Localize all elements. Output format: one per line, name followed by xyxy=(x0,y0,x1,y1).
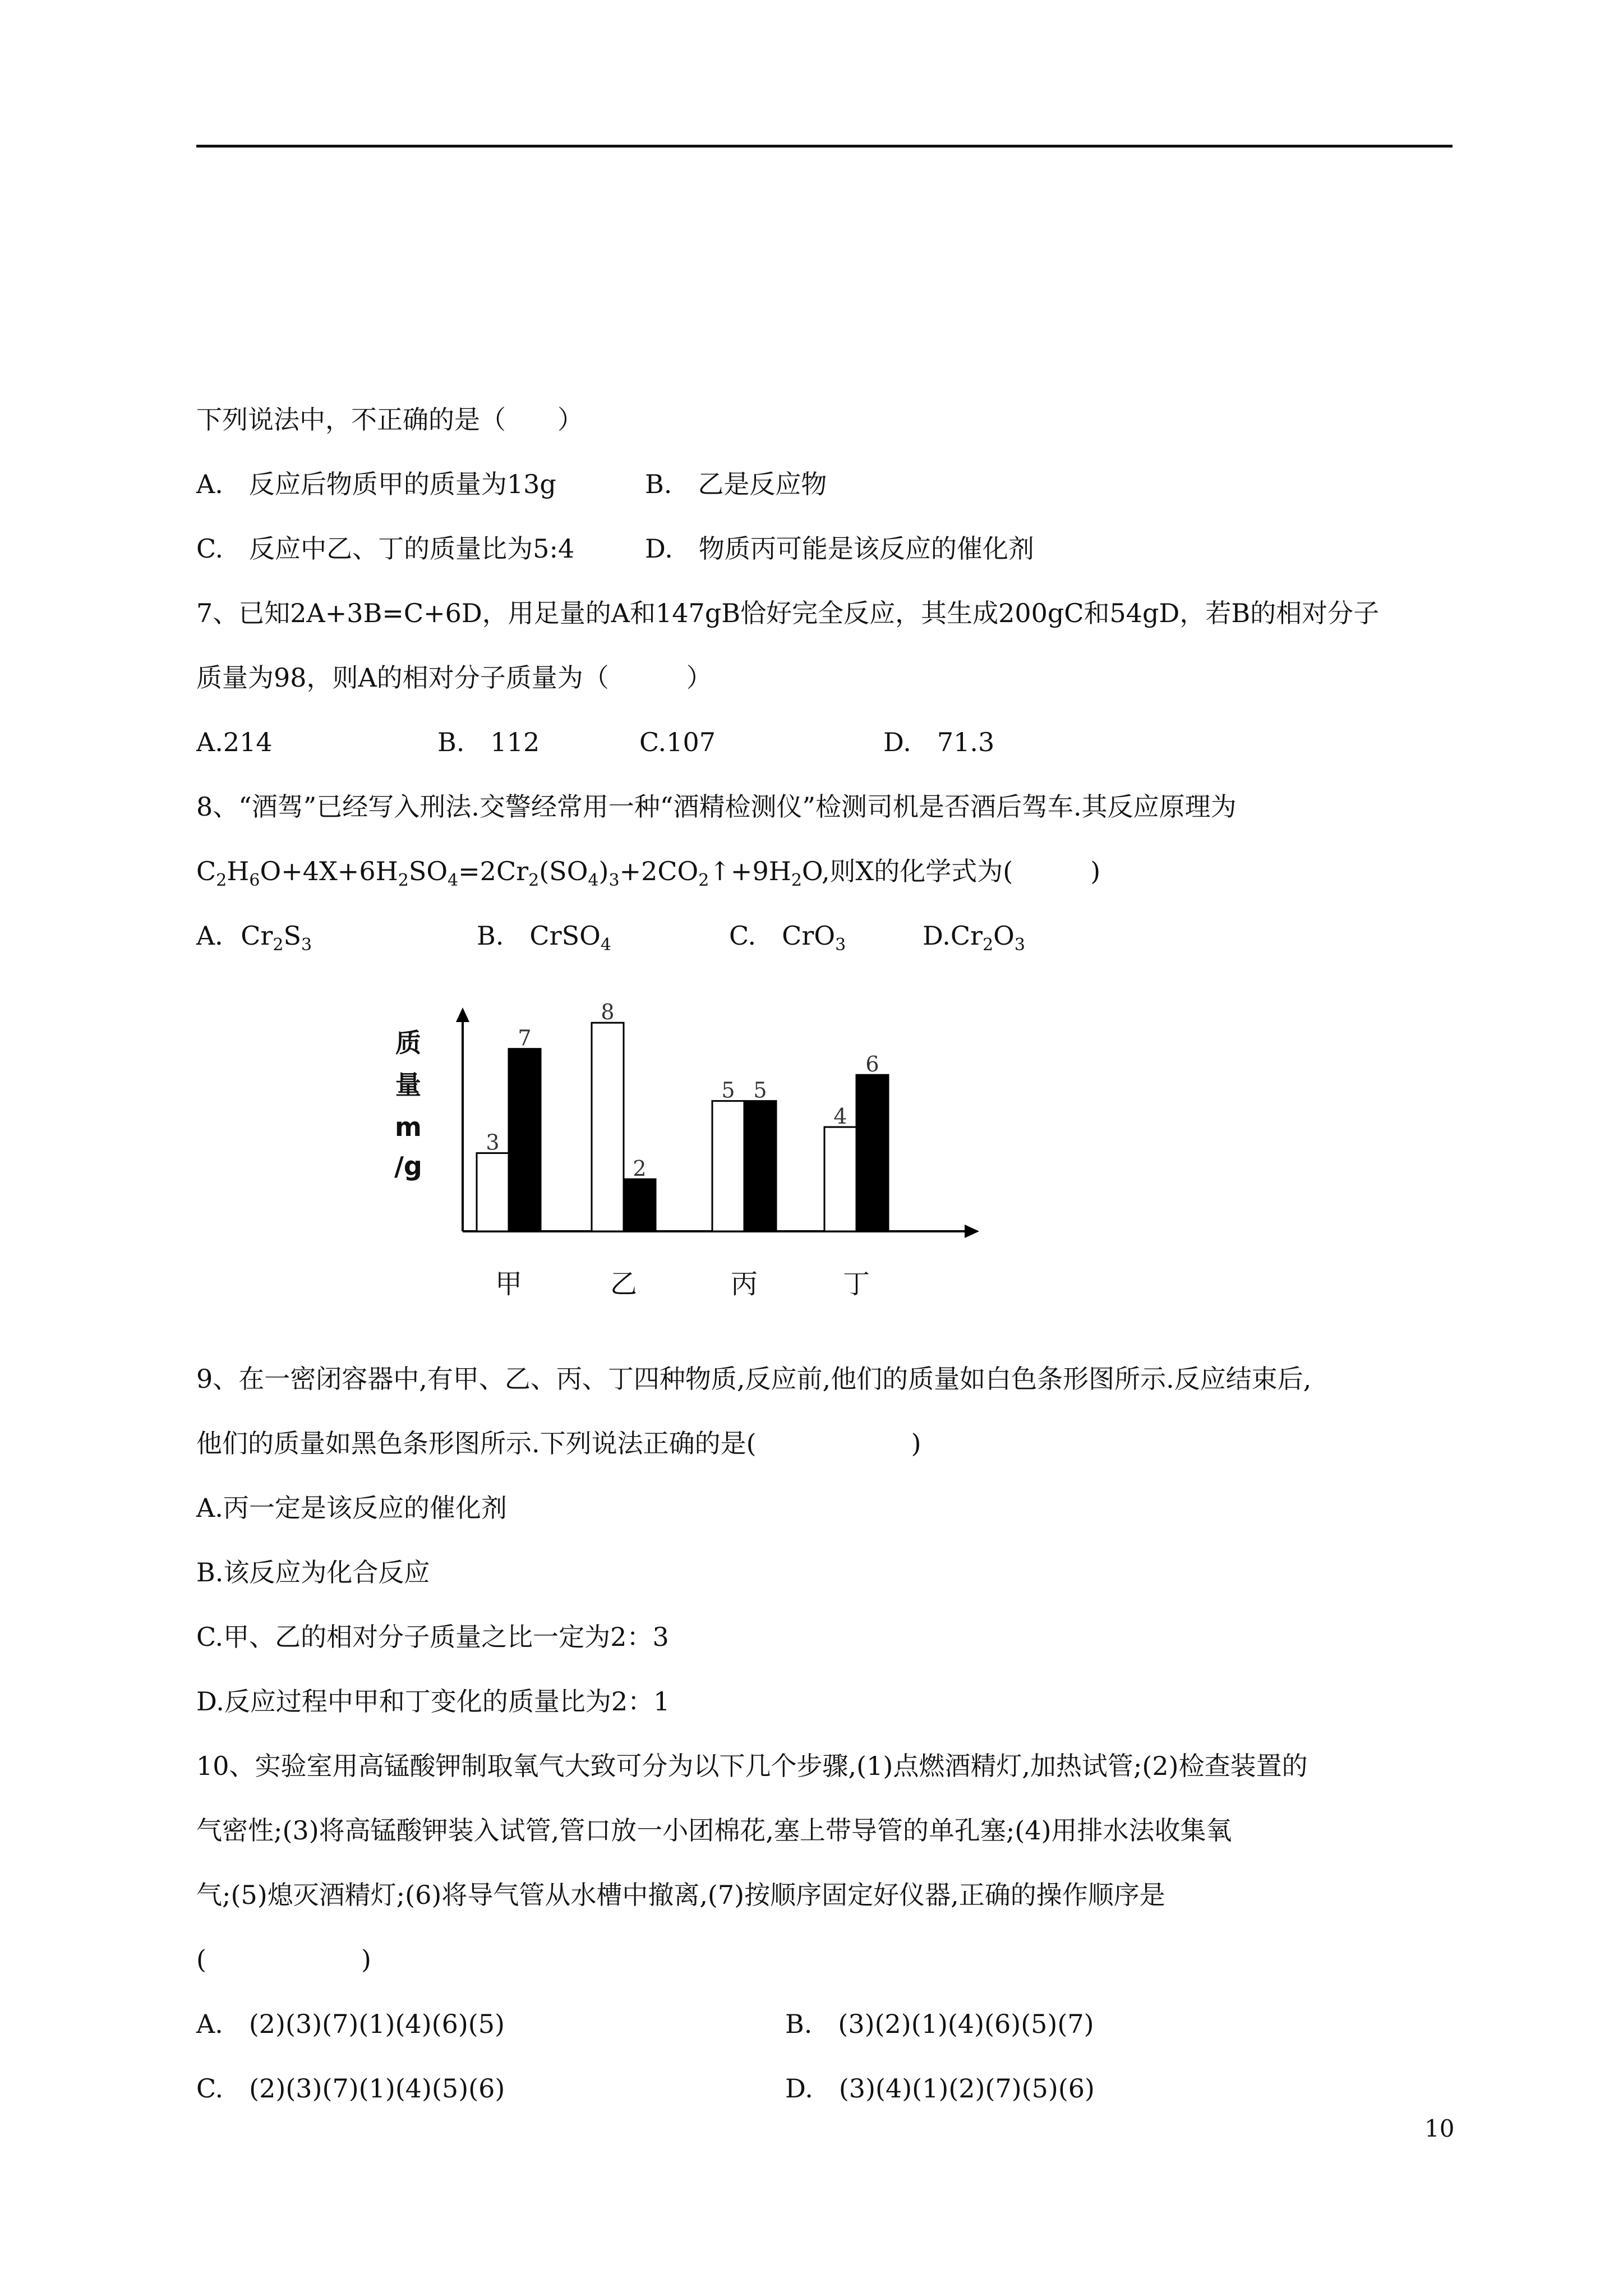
q6-option-a: A. 反应后物质甲的质量为13g xyxy=(196,469,556,499)
chart-bars xyxy=(477,1023,888,1231)
q10-line3: 气;(5)熄灭酒精灯;(6)将导气管从水槽中撤离,(7)按顺序固定好仪器,正确的操作顺序是 xyxy=(196,1880,1165,1910)
q8-equation: $C_2H_6O+4X+6H_2SO_4=2Cr_2(SO_4)_3+2CO_2↑+9H_2O$,则X的化学式为( ) xyxy=(196,856,1101,890)
chart-categories xyxy=(495,1268,870,1300)
q10-line1: 10、实验室用高锰酸钾制取氧气大致可分为以下几个步骤,(1)点燃酒精灯,加热试管;(2)检查装置的 xyxy=(196,1751,1308,1781)
q10-option-b: B. (3)(2)(1)(4)(6)(5)(7) xyxy=(785,2009,1094,2039)
q10-line4: ( ) xyxy=(196,1944,371,1975)
q6-option-b: B. 乙是反应物 xyxy=(645,469,827,499)
page-number: 10 xyxy=(1424,2115,1455,2142)
mass-bar-chart xyxy=(393,987,1009,1324)
q7-option-b: B. 112 xyxy=(437,727,540,757)
header-rule xyxy=(196,145,1453,148)
category-label: 丙 xyxy=(730,1268,758,1300)
bar-value-label: 3 xyxy=(486,1130,500,1155)
y-label-char: /g xyxy=(394,1151,422,1181)
bar-after-丙 xyxy=(744,1101,776,1231)
q6-stem: 下列说法中，不正确的是（ ） xyxy=(196,404,583,435)
bar-value-label: 6 xyxy=(865,1052,879,1077)
chart-bar-labels xyxy=(486,1000,879,1181)
q10-line2: 气密性;(3)将高锰酸钾装入试管,管口放一小团棉花,塞上带导管的单孔塞;(4)用排水法收集氧 xyxy=(196,1815,1232,1846)
x-axis-arrow xyxy=(965,1225,979,1238)
q10-option-d: D. (3)(4)(1)(2)(7)(5)(6) xyxy=(785,2073,1095,2104)
bar-after-乙 xyxy=(624,1179,656,1231)
bar-after-丁 xyxy=(856,1075,888,1231)
q6-option-c: C. 反应中乙、丁的质量比为5:4 xyxy=(196,533,575,564)
bar-value-label: 4 xyxy=(833,1104,847,1129)
bar-before-甲 xyxy=(477,1153,509,1231)
q6-option-d: D. 物质丙可能是该反应的催化剂 xyxy=(645,533,1034,564)
q10-option-c: C. (2)(3)(7)(1)(4)(5)(6) xyxy=(196,2073,505,2104)
bar-value-label: 7 xyxy=(518,1025,532,1051)
category-label: 丁 xyxy=(842,1268,870,1300)
y-label-char: 量 xyxy=(395,1070,421,1100)
q8-option-c: C. CrO$_3$ xyxy=(729,921,846,955)
q8-line1: 8、“酒驾”已经写入刑法.交警经常用一种“酒精检测仪”检测司机是否酒后驾车.其反应原理为 xyxy=(196,792,1237,822)
y-label-char: 质 xyxy=(395,1028,421,1058)
q8-option-d: $D.Cr_2O_3$ xyxy=(923,921,1025,955)
bar-after-甲 xyxy=(509,1049,541,1231)
bar-value-label: 8 xyxy=(601,1000,615,1025)
bar-value-label: 5 xyxy=(721,1078,735,1103)
q10-option-a: A. (2)(3)(7)(1)(4)(6)(5) xyxy=(196,2009,505,2039)
q7-option-a: A.214 xyxy=(196,727,273,757)
y-label-char: m xyxy=(395,1112,422,1142)
q7-option-d: D. 71.3 xyxy=(883,727,995,757)
q7-line2: 质量为98，则A的相对分子质量为（ ） xyxy=(196,662,712,693)
bar-value-label: 2 xyxy=(633,1156,647,1181)
category-label: 乙 xyxy=(610,1268,638,1300)
q9-option-b: B.该反应为化合反应 xyxy=(196,1557,430,1588)
category-label: 甲 xyxy=(495,1268,523,1300)
chart-y-label xyxy=(394,1028,422,1181)
q7-line1: 7、已知2A+3B=C+6D，用足量的A和147gB恰好完全反应，其生成200gC和54gD，若B的相对分子 xyxy=(196,598,1380,628)
bar-before-丙 xyxy=(712,1101,744,1231)
q9-option-a: A.丙一定是该反应的催化剂 xyxy=(196,1493,507,1523)
bar-before-乙 xyxy=(592,1023,624,1231)
q9-option-c: C.甲、乙的相对分子质量之比一定为2：3 xyxy=(196,1622,669,1652)
bar-value-label: 5 xyxy=(753,1078,767,1103)
q9-line1: 9、在一密闭容器中,有甲、乙、丙、丁四种物质,反应前,他们的质量如白色条形图所示.反应结束后, xyxy=(196,1364,1312,1394)
bar-before-丁 xyxy=(824,1127,856,1231)
q9-option-d: D.反应过程中甲和丁变化的质量比为2：1 xyxy=(196,1686,670,1717)
q9-line2: 他们的质量如黑色条形图所示.下列说法正确的是( ) xyxy=(196,1428,921,1458)
y-axis-arrow xyxy=(456,1007,469,1022)
q7-option-c: C.107 xyxy=(639,727,716,757)
q8-option-b: B. CrSO$_4$ xyxy=(477,921,611,955)
q8-option-a: A．$Cr_2S_3$ xyxy=(196,921,312,955)
